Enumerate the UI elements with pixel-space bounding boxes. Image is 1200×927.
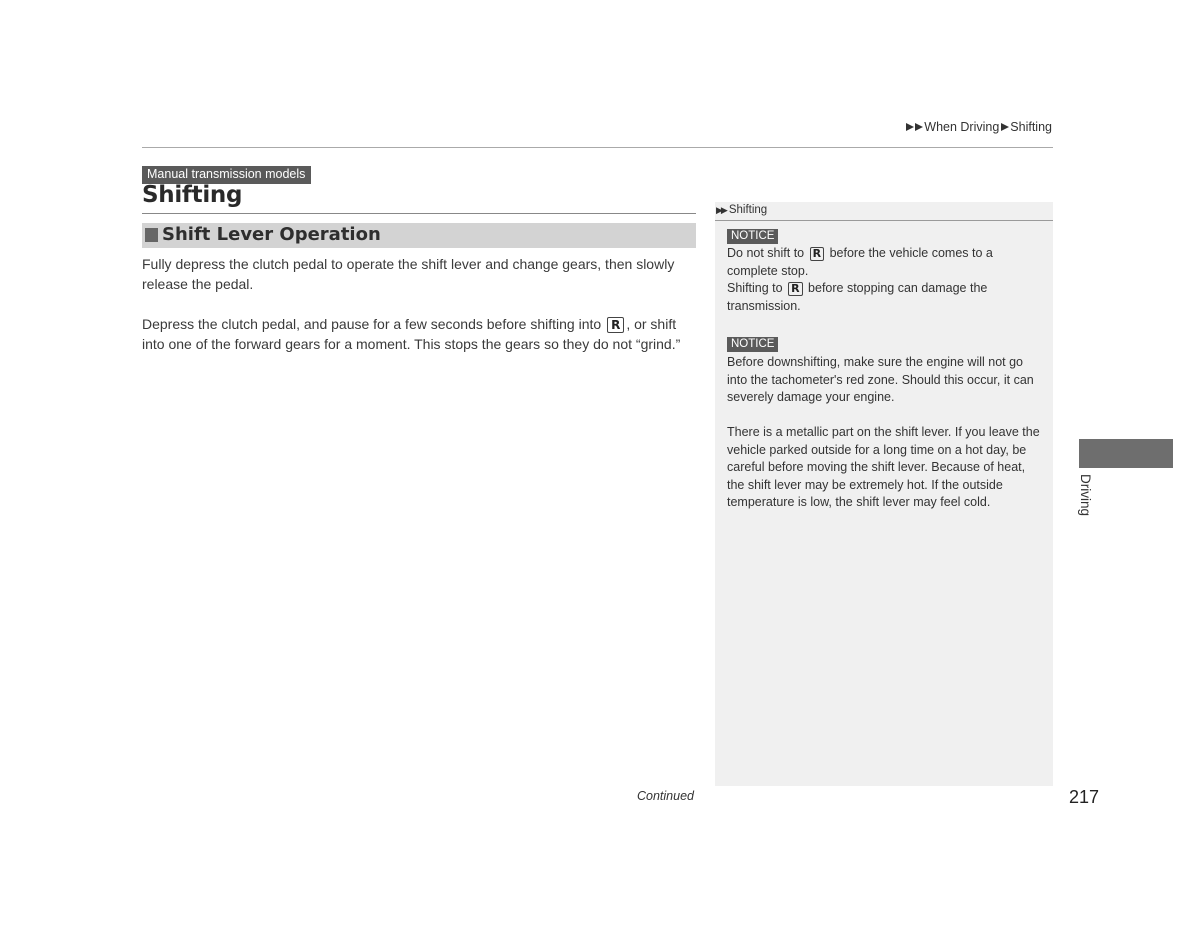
reference-icon: ▶▶ bbox=[716, 205, 726, 215]
page-title: Shifting bbox=[142, 182, 243, 208]
breadcrumb-shifting[interactable]: Shifting bbox=[1010, 120, 1052, 134]
body-paragraph-1: Fully depress the clutch pedal to operate the shift lever and change gears, then slowly release the pedal. bbox=[142, 256, 675, 292]
breadcrumb bbox=[906, 120, 1052, 134]
section-title: Shift Lever Operation bbox=[162, 224, 381, 245]
continued-label: Continued bbox=[637, 789, 694, 803]
reverse-key-icon: R bbox=[810, 247, 824, 261]
header-divider bbox=[142, 147, 1053, 148]
arrow-icon bbox=[1001, 123, 1009, 131]
reverse-key-icon: R bbox=[788, 282, 802, 296]
section-header bbox=[142, 223, 696, 248]
reverse-key-icon: R bbox=[607, 317, 624, 333]
arrow-icon bbox=[906, 123, 914, 131]
notice-badge: NOTICE bbox=[727, 229, 778, 244]
side-panel bbox=[715, 202, 1053, 786]
model-tag: Manual transmission models bbox=[142, 166, 311, 184]
notice-badge: NOTICE bbox=[727, 337, 778, 352]
arrow-icon bbox=[915, 123, 923, 131]
notice-1-text-b bbox=[727, 280, 1043, 315]
breadcrumb-when-driving[interactable]: When Driving bbox=[924, 120, 1000, 134]
title-divider bbox=[142, 213, 696, 214]
body-p2-start: Depress the clutch pedal, and pause for a few seconds before shifting into bbox=[142, 316, 602, 332]
notice-1-text-a bbox=[727, 245, 1043, 280]
shift-lever-heat-text: There is a metallic part on the shift lever. If you leave the vehicle parked outside for a long time on a hot day, be careful before moving the shift lever. Because of heat, the shift lever may be extremely hot. If the outside temperature is low, the shift lever may feel cold. bbox=[727, 425, 1040, 509]
notice-1-part-c: Shifting to bbox=[727, 281, 783, 295]
notice-2-text: Before downshifting, make sure the engine will not go into the tachometer's red zone. Should this occur, it can severely damage your engine. bbox=[727, 355, 1034, 404]
chapter-tab-label: Driving bbox=[1078, 474, 1093, 517]
notice-1-part-d: before stopping can damage the transmission. bbox=[727, 281, 988, 313]
chapter-tab[interactable] bbox=[1079, 439, 1173, 468]
page-number: 217 bbox=[1069, 787, 1100, 807]
body-paragraph-2 bbox=[142, 314, 702, 354]
notice-1-part-a: Do not shift to bbox=[727, 246, 805, 260]
notice-1-part-b: before the vehicle comes to a complete stop. bbox=[727, 246, 993, 278]
body-p2-end: , or shift into one of the forward gears for a moment. This stops the gears so they do not “grind.” bbox=[142, 316, 681, 352]
side-panel-header bbox=[715, 202, 1053, 221]
square-bullet-icon bbox=[145, 228, 158, 242]
side-panel-title[interactable]: Shifting bbox=[728, 204, 768, 216]
